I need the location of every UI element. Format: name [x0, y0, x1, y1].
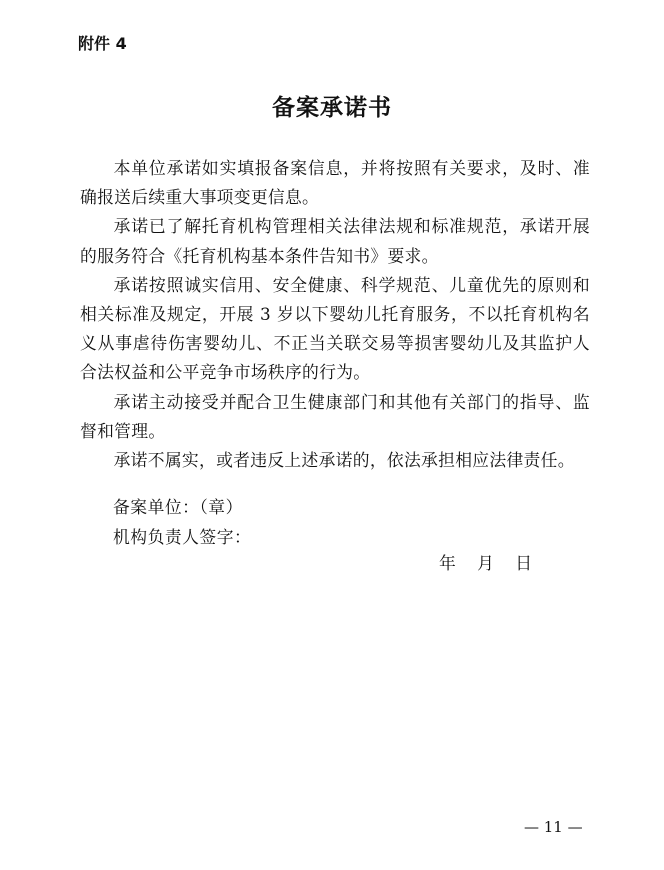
signature-block	[113, 492, 251, 552]
date-line: 年 月 日	[439, 553, 533, 573]
paragraph-3: 承诺按照诚实信用、安全健康、科学规范、儿童优先的原则和相关标准及规定，开展 3 岁以下婴幼儿托育服务，不以托育机构名义从事虐待伤害婴幼儿、不正当关联交易等损害婴幼儿及其监护人合法权益和公平竞争市场秩序的行为。	[80, 274, 590, 383]
page-number: — 11 —	[524, 818, 583, 836]
filing-unit-label: 备案单位：（章）	[113, 497, 243, 517]
document-title: 备案承诺书	[272, 95, 392, 121]
paragraph-1: 本单位承诺如实填报备案信息，并将按照有关要求，及时、准确报送后续重大事项变更信息。	[80, 158, 590, 208]
responsible-person-signature-label: 机构负责人签字：	[113, 527, 252, 547]
paragraph-4: 承诺主动接受并配合卫生健康部门和其他有关部门的指导、监督和管理。	[80, 391, 590, 441]
commitment-body	[80, 154, 590, 475]
attachment-label: 附件 4	[78, 34, 127, 53]
paragraph-5: 承诺不属实，或者违反上述承诺的，依法承担相应法律责任。	[113, 450, 575, 471]
paragraph-2: 承诺已了解托育机构管理相关法律法规和标准规范，承诺开展的服务符合《托育机构基本条件告知书》要求。	[80, 216, 590, 266]
